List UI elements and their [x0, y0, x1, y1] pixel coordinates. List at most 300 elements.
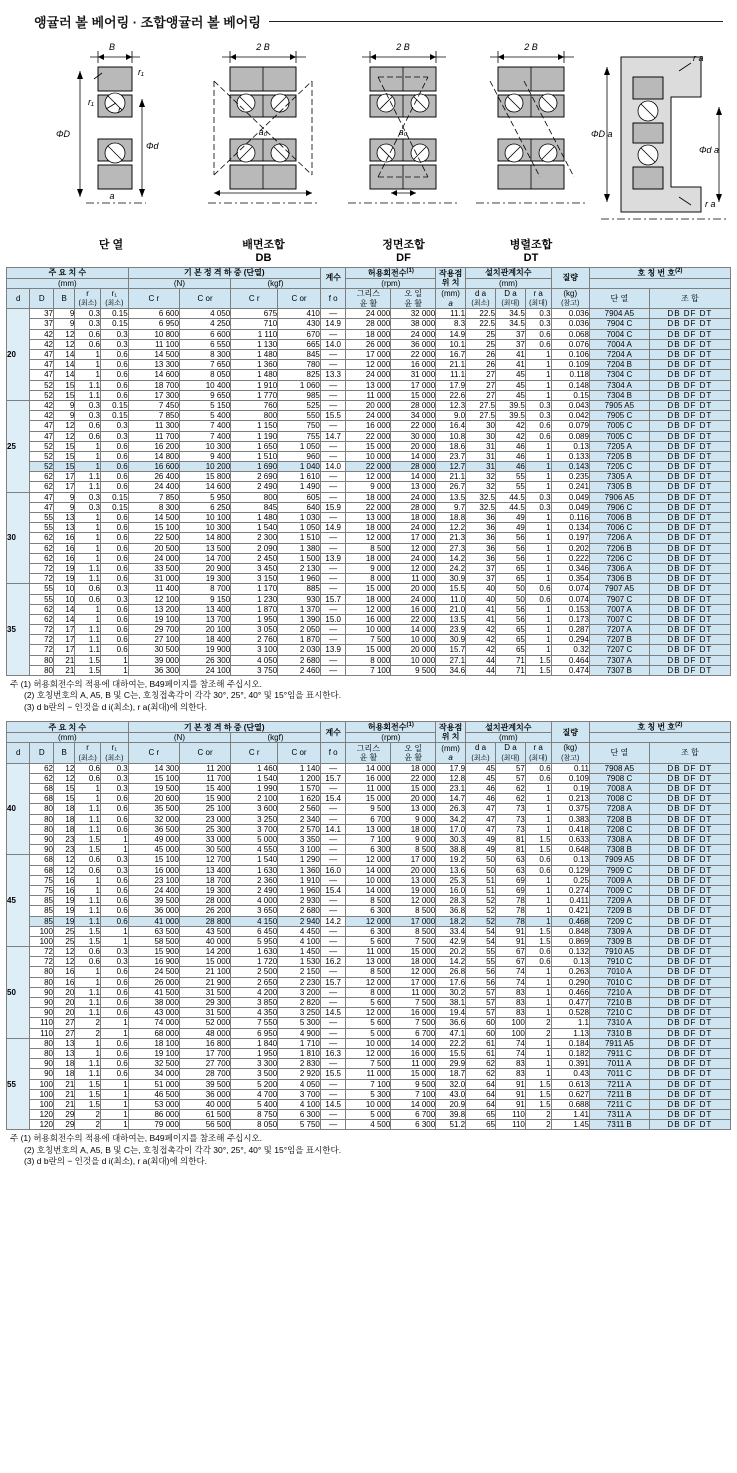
cell-designation-single: 7007 C — [589, 614, 649, 624]
table-row[interactable] — [7, 584, 731, 594]
cell-ra: 1 — [525, 977, 551, 987]
table-row[interactable] — [7, 492, 731, 502]
cell-D: 55 — [30, 523, 53, 533]
cell-r1: 0.3 — [100, 763, 128, 773]
cell-a: 17.0 — [436, 824, 466, 834]
cell-cor-kgf: 1 140 — [278, 763, 321, 773]
table2-header-row-2 — [7, 733, 731, 743]
cell-a: 20.2 — [436, 947, 466, 957]
cell-D: 72 — [30, 645, 53, 655]
cell-designation-comb: DB DF DT — [649, 604, 730, 614]
cell-D: 100 — [30, 1099, 53, 1109]
cell-da: 54 — [466, 926, 496, 936]
table-row[interactable] — [7, 400, 731, 410]
cell-Da: 45 — [495, 380, 525, 390]
cell-D: 80 — [30, 1048, 53, 1058]
cell-cr-n: 16 600 — [128, 462, 179, 472]
cell-designation-single: 7309 A — [589, 926, 649, 936]
cell-cr-kgf: 1 480 — [231, 350, 278, 360]
table-row[interactable] — [7, 523, 731, 533]
cell-cor-n: 7 650 — [179, 360, 230, 370]
dt-drawing — [466, 37, 596, 232]
cell-mass: 0.134 — [551, 523, 589, 533]
table-row[interactable] — [7, 835, 731, 845]
cell-da: 42 — [466, 635, 496, 645]
table-row[interactable] — [7, 906, 731, 916]
table-row[interactable] — [7, 574, 731, 584]
cell-cr-n: 36 000 — [128, 906, 179, 916]
svg-text:r a: r a — [705, 199, 716, 209]
cell-D: 90 — [30, 987, 53, 997]
table-row[interactable] — [7, 462, 731, 472]
table-row[interactable] — [7, 655, 731, 665]
table-row[interactable] — [7, 794, 731, 804]
cell-grease-speed: 10 000 — [346, 625, 391, 635]
cell-D: 75 — [30, 875, 53, 885]
svg-text:r₁: r₁ — [138, 67, 144, 77]
table-row[interactable] — [7, 502, 731, 512]
cell-B: 29 — [53, 1110, 74, 1120]
table-row[interactable] — [7, 482, 731, 492]
cell-r: 1 — [75, 553, 101, 563]
table-row[interactable] — [7, 977, 731, 987]
cell-r: 0.3 — [75, 492, 101, 502]
cell-designation-single: 7306 A — [589, 563, 649, 573]
cell-cor-kgf: 2 570 — [278, 824, 321, 834]
cell-cr-n: 16 200 — [128, 441, 179, 451]
table-row[interactable] — [7, 896, 731, 906]
cell-cr-kgf: 4 550 — [231, 845, 278, 855]
cell-r1: 1 — [100, 655, 128, 665]
cell-grease-speed: 22 000 — [346, 502, 391, 512]
cell-designation-single: 7208 B — [589, 814, 649, 824]
cell-oil-speed: 32 000 — [391, 309, 436, 319]
cell-r1: 1 — [100, 1099, 128, 1109]
cell-designation-comb: DB DF DT — [649, 635, 730, 645]
table-row[interactable] — [7, 380, 731, 390]
cell-designation-comb: DB DF DT — [649, 431, 730, 441]
cell-da: 32 — [466, 482, 496, 492]
cell-fo: — — [320, 987, 346, 997]
th-D: D — [30, 289, 53, 309]
cell-Da: 46 — [495, 441, 525, 451]
cell-D: 85 — [30, 896, 53, 906]
cell-oil-speed: 24 000 — [391, 329, 436, 339]
table-row[interactable] — [7, 804, 731, 814]
cell-cor-kgf: 2 930 — [278, 896, 321, 906]
cell-oil-speed: 16 000 — [391, 1048, 436, 1058]
cell-r1: 0.3 — [100, 339, 128, 349]
cell-ra: 0.6 — [525, 855, 551, 865]
cell-mass: 0.528 — [551, 1008, 589, 1018]
cell-grease-speed: 7 100 — [346, 665, 391, 675]
cell-D: 47 — [30, 421, 53, 431]
cell-Da: 91 — [495, 936, 525, 946]
table-row[interactable] — [7, 370, 731, 380]
cell-B: 17 — [53, 635, 74, 645]
cell-r: 0.3 — [75, 319, 101, 329]
cell-cr-kgf: 1 950 — [231, 1048, 278, 1058]
table-row[interactable] — [7, 1099, 731, 1109]
cell-r1: 1 — [100, 845, 128, 855]
table-row[interactable] — [7, 916, 731, 926]
table-row[interactable] — [7, 319, 731, 329]
table-row[interactable] — [7, 1008, 731, 1018]
cell-a: 15.5 — [436, 584, 466, 594]
cell-r1: 0.15 — [100, 411, 128, 421]
cell-r: 1.5 — [75, 926, 101, 936]
cell-cr-n: 36 500 — [128, 824, 179, 834]
cell-oil-speed: 22 000 — [391, 614, 436, 624]
table-row[interactable] — [7, 594, 731, 604]
table-row[interactable] — [7, 947, 731, 957]
cell-Da: 63 — [495, 865, 525, 875]
cell-B: 10 — [53, 594, 74, 604]
cell-designation-single: 7210 A — [589, 987, 649, 997]
cell-cr-kgf: 3 050 — [231, 625, 278, 635]
cell-cr-kgf: 6 450 — [231, 926, 278, 936]
cell-cor-kgf: 1 050 — [278, 523, 321, 533]
table-row[interactable] — [7, 635, 731, 645]
svg-text:ΦD a: ΦD a — [591, 129, 613, 139]
cell-B: 12 — [53, 947, 74, 957]
table-row[interactable] — [7, 1069, 731, 1079]
cell-grease-speed: 22 000 — [346, 431, 391, 441]
table-row[interactable] — [7, 885, 731, 895]
cell-r1: 0.3 — [100, 329, 128, 339]
table-row[interactable] — [7, 824, 731, 834]
cell-fo: 13.9 — [320, 553, 346, 563]
cell-cor-kgf: 2 680 — [278, 655, 321, 665]
table-row[interactable] — [7, 936, 731, 946]
table-row[interactable] — [7, 604, 731, 614]
cell-D: 80 — [30, 967, 53, 977]
cell-ra: 1 — [525, 472, 551, 482]
cell-oil-speed: 36 000 — [391, 339, 436, 349]
table-row[interactable] — [7, 998, 731, 1008]
cell-oil-speed: 15 000 — [391, 947, 436, 957]
cell-mass: 1.41 — [551, 1110, 589, 1120]
cell-designation-comb: DB DF DT — [649, 1110, 730, 1120]
cell-r1: 0.6 — [100, 482, 128, 492]
cell-r1: 0.6 — [100, 1008, 128, 1018]
table-row[interactable] — [7, 865, 731, 875]
cell-da: 65 — [466, 1120, 496, 1130]
cell-grease-speed: 10 000 — [346, 875, 391, 885]
cell-D: 90 — [30, 1059, 53, 1069]
svg-text:ΦD: ΦD — [56, 129, 71, 139]
cell-cr-n: 51 000 — [128, 1079, 179, 1089]
cell-Da: 57 — [495, 773, 525, 783]
cell-r: 1.1 — [75, 896, 101, 906]
cell-B: 9 — [53, 400, 74, 410]
cell-Da: 73 — [495, 804, 525, 814]
cell-r: 0.6 — [75, 431, 101, 441]
cell-fo: — — [320, 1079, 346, 1089]
cell-fo: — — [320, 543, 346, 553]
cell-fo: — — [320, 360, 346, 370]
table-row[interactable] — [7, 784, 731, 794]
cell-r1: 0.6 — [100, 885, 128, 895]
table-row[interactable] — [7, 645, 731, 655]
cell-Da: 73 — [495, 824, 525, 834]
cell-cor-kgf: 3 350 — [278, 835, 321, 845]
cell-mass: 0.274 — [551, 885, 589, 895]
table-row[interactable] — [7, 1120, 731, 1130]
cell-B: 29 — [53, 1120, 74, 1130]
cell-D: 68 — [30, 784, 53, 794]
cell-fo: 14.0 — [320, 339, 346, 349]
cell-D: 90 — [30, 845, 53, 855]
cell-designation-single: 7205 C — [589, 462, 649, 472]
cell-oil-speed: 15 000 — [391, 390, 436, 400]
cell-B: 12 — [53, 421, 74, 431]
table-row[interactable] — [7, 339, 731, 349]
cell-mass: 0.32 — [551, 645, 589, 655]
svg-text:a: a — [109, 191, 115, 201]
spec-table-bottom-body — [7, 763, 731, 1130]
bore-group-label: 25 — [7, 400, 30, 492]
cell-Da: 71 — [495, 655, 525, 665]
table-row[interactable] — [7, 543, 731, 553]
table-row[interactable] — [7, 967, 731, 977]
table-row[interactable] — [7, 309, 731, 319]
cell-cor-kgf: 1 500 — [278, 553, 321, 563]
cell-oil-speed: 20 000 — [391, 645, 436, 655]
cell-cr-n: 27 100 — [128, 635, 179, 645]
cell-Da: 56 — [495, 553, 525, 563]
cell-ra: 1 — [525, 1048, 551, 1058]
cell-r: 1 — [75, 614, 101, 624]
cell-designation-comb: DB DF DT — [649, 543, 730, 553]
cell-cor-n: 15 900 — [179, 794, 230, 804]
cell-B: 21 — [53, 1089, 74, 1099]
cell-grease-speed: 12 000 — [346, 977, 391, 987]
table-row[interactable] — [7, 360, 731, 370]
cell-cor-kgf: 1 450 — [278, 947, 321, 957]
table-row[interactable] — [7, 1048, 731, 1058]
table-row[interactable] — [7, 1079, 731, 1089]
table-row[interactable] — [7, 431, 731, 441]
cell-ra: 1 — [525, 574, 551, 584]
cell-a: 17.6 — [436, 977, 466, 987]
cell-designation-single: 7206 A — [589, 533, 649, 543]
cell-grease-speed: 6 700 — [346, 814, 391, 824]
cell-oil-speed: 14 000 — [391, 1038, 436, 1048]
cell-cr-kgf: 2 500 — [231, 967, 278, 977]
table-row[interactable] — [7, 773, 731, 783]
cell-ra: 1 — [525, 645, 551, 655]
cell-grease-speed: 8 000 — [346, 574, 391, 584]
cell-designation-comb: DB DF DT — [649, 977, 730, 987]
table-row[interactable] — [7, 763, 731, 773]
cell-grease-speed: 9 000 — [346, 482, 391, 492]
cell-Da: 41 — [495, 350, 525, 360]
table-row[interactable] — [7, 472, 731, 482]
cell-B: 14 — [53, 604, 74, 614]
cell-Da: 63 — [495, 855, 525, 865]
cell-r1: 0.6 — [100, 977, 128, 987]
cell-a: 12.8 — [436, 773, 466, 783]
cell-grease-speed: 28 000 — [346, 319, 391, 329]
cell-cor-kgf: 1 610 — [278, 472, 321, 482]
table-row[interactable] — [7, 411, 731, 421]
table-row[interactable] — [7, 625, 731, 635]
table-row[interactable] — [7, 814, 731, 824]
th2-r: r (최소) — [75, 743, 101, 763]
cell-cr-n: 14 600 — [128, 370, 179, 380]
cell-ra: 2 — [525, 1120, 551, 1130]
cell-cr-kgf: 1 540 — [231, 855, 278, 865]
cell-Da: 46 — [495, 451, 525, 461]
th2-da: d a (최소) — [466, 743, 496, 763]
cell-r1: 0.6 — [100, 625, 128, 635]
cell-cor-n: 4 050 — [179, 309, 230, 319]
cell-designation-comb: DB DF DT — [649, 329, 730, 339]
table-row[interactable] — [7, 875, 731, 885]
bore-group-label: 35 — [7, 584, 30, 676]
cell-Da: 81 — [495, 845, 525, 855]
cell-cr-n: 14 500 — [128, 513, 179, 523]
cell-B: 17 — [53, 482, 74, 492]
cell-cor-n: 31 500 — [179, 1008, 230, 1018]
cell-Da: 39.5 — [495, 411, 525, 421]
page-title: 앵귤러 볼 베어링 · 조합앵귤러 볼 베어링 — [34, 15, 261, 30]
cell-cr-n: 6 600 — [128, 309, 179, 319]
cell-r1: 0.6 — [100, 370, 128, 380]
cell-cr-kgf: 1 630 — [231, 947, 278, 957]
cell-Da: 56 — [495, 614, 525, 624]
th2-Da: D a (최대) — [495, 743, 525, 763]
cell-Da: 49 — [495, 523, 525, 533]
cell-Da: 45 — [495, 370, 525, 380]
table-row[interactable] — [7, 957, 731, 967]
cell-ra: 1 — [525, 967, 551, 977]
cell-D: 100 — [30, 1079, 53, 1089]
cell-fo: — — [320, 926, 346, 936]
table-row[interactable] — [7, 665, 731, 675]
cell-cor-n: 14 600 — [179, 482, 230, 492]
cell-a: 15.7 — [436, 645, 466, 655]
cell-cr-n: 32 500 — [128, 1059, 179, 1069]
cell-cr-n: 15 900 — [128, 947, 179, 957]
cell-designation-comb: DB DF DT — [649, 875, 730, 885]
table-row[interactable] — [7, 855, 731, 865]
cell-oil-speed: 18 000 — [391, 513, 436, 523]
cell-cr-kgf: 1 190 — [231, 431, 278, 441]
table-row[interactable] — [7, 1028, 731, 1038]
cell-oil-speed: 19 000 — [391, 885, 436, 895]
cell-oil-speed: 17 000 — [391, 855, 436, 865]
table-row[interactable] — [7, 926, 731, 936]
cell-oil-speed: 20 000 — [391, 794, 436, 804]
cell-D: 110 — [30, 1028, 53, 1038]
cell-cr-kgf: 1 840 — [231, 1038, 278, 1048]
table-row[interactable] — [7, 1038, 731, 1048]
table-row[interactable] — [7, 441, 731, 451]
table-row[interactable] — [7, 553, 731, 563]
cell-fo: — — [320, 998, 346, 1008]
cell-r: 1 — [75, 1038, 101, 1048]
cell-da: 49 — [466, 835, 496, 845]
cell-fo: — — [320, 1059, 346, 1069]
cell-B: 15 — [53, 462, 74, 472]
cell-mass: 0.148 — [551, 380, 589, 390]
table-row[interactable] — [7, 451, 731, 461]
cell-fo: — — [320, 625, 346, 635]
cell-cor-kgf: 2 680 — [278, 906, 321, 916]
cell-oil-speed: 7 500 — [391, 936, 436, 946]
table-row[interactable] — [7, 1110, 731, 1120]
cell-mass: 1.1 — [551, 1018, 589, 1028]
cell-fo: — — [320, 584, 346, 594]
cell-B: 12 — [53, 865, 74, 875]
cell-cr-kgf: 2 300 — [231, 533, 278, 543]
table-row[interactable] — [7, 614, 731, 624]
cell-cor-kgf: 1 030 — [278, 513, 321, 523]
cell-designation-single: 7906 C — [589, 502, 649, 512]
table-row[interactable] — [7, 845, 731, 855]
cell-designation-single: 7011 C — [589, 1069, 649, 1079]
cell-r: 1.5 — [75, 1079, 101, 1089]
cell-da: 50 — [466, 865, 496, 875]
svg-text:2 B: 2 B — [524, 42, 538, 52]
cell-fo: 15.0 — [320, 614, 346, 624]
table-row[interactable] — [7, 390, 731, 400]
table-row[interactable] — [7, 421, 731, 431]
cell-designation-comb: DB DF DT — [649, 1028, 730, 1038]
cell-cor-n: 28 700 — [179, 1069, 230, 1079]
cell-grease-speed: 7 100 — [346, 835, 391, 845]
cell-a: 36.8 — [436, 906, 466, 916]
cell-mass: 0.464 — [551, 655, 589, 665]
th2-B: B — [53, 743, 74, 763]
cell-Da: 44.5 — [495, 502, 525, 512]
th-unit-kgf: (kgf) — [231, 278, 321, 288]
cell-r: 0.6 — [75, 947, 101, 957]
cell-designation-comb: DB DF DT — [649, 625, 730, 635]
cell-Da: 81 — [495, 835, 525, 845]
table-row[interactable] — [7, 533, 731, 543]
table-row[interactable] — [7, 563, 731, 573]
table-row[interactable] — [7, 1059, 731, 1069]
cell-r1: 0.6 — [100, 563, 128, 573]
cell-r: 1.1 — [75, 1059, 101, 1069]
table-row[interactable] — [7, 1018, 731, 1028]
th2-mass-unit: (kg) (참고) — [551, 743, 589, 763]
cell-r: 2 — [75, 1120, 101, 1130]
cell-B: 9 — [53, 411, 74, 421]
table-row[interactable] — [7, 329, 731, 339]
cell-a: 19.4 — [436, 1008, 466, 1018]
cell-mass: 0.133 — [551, 451, 589, 461]
table-row[interactable] — [7, 1089, 731, 1099]
cell-cr-n: 19 100 — [128, 614, 179, 624]
cell-mass: 0.411 — [551, 896, 589, 906]
cell-ra: 1 — [525, 987, 551, 997]
cell-ra: 1.5 — [525, 665, 551, 675]
cell-grease-speed: 16 000 — [346, 773, 391, 783]
cell-mass: 0.197 — [551, 533, 589, 543]
table-row[interactable] — [7, 987, 731, 997]
table-row[interactable] — [7, 350, 731, 360]
cell-cor-n: 24 100 — [179, 665, 230, 675]
cell-cor-kgf: 430 — [278, 319, 321, 329]
cell-cor-kgf: 930 — [278, 594, 321, 604]
cell-da: 50 — [466, 855, 496, 865]
cell-Da: 62 — [495, 794, 525, 804]
table-row[interactable] — [7, 513, 731, 523]
